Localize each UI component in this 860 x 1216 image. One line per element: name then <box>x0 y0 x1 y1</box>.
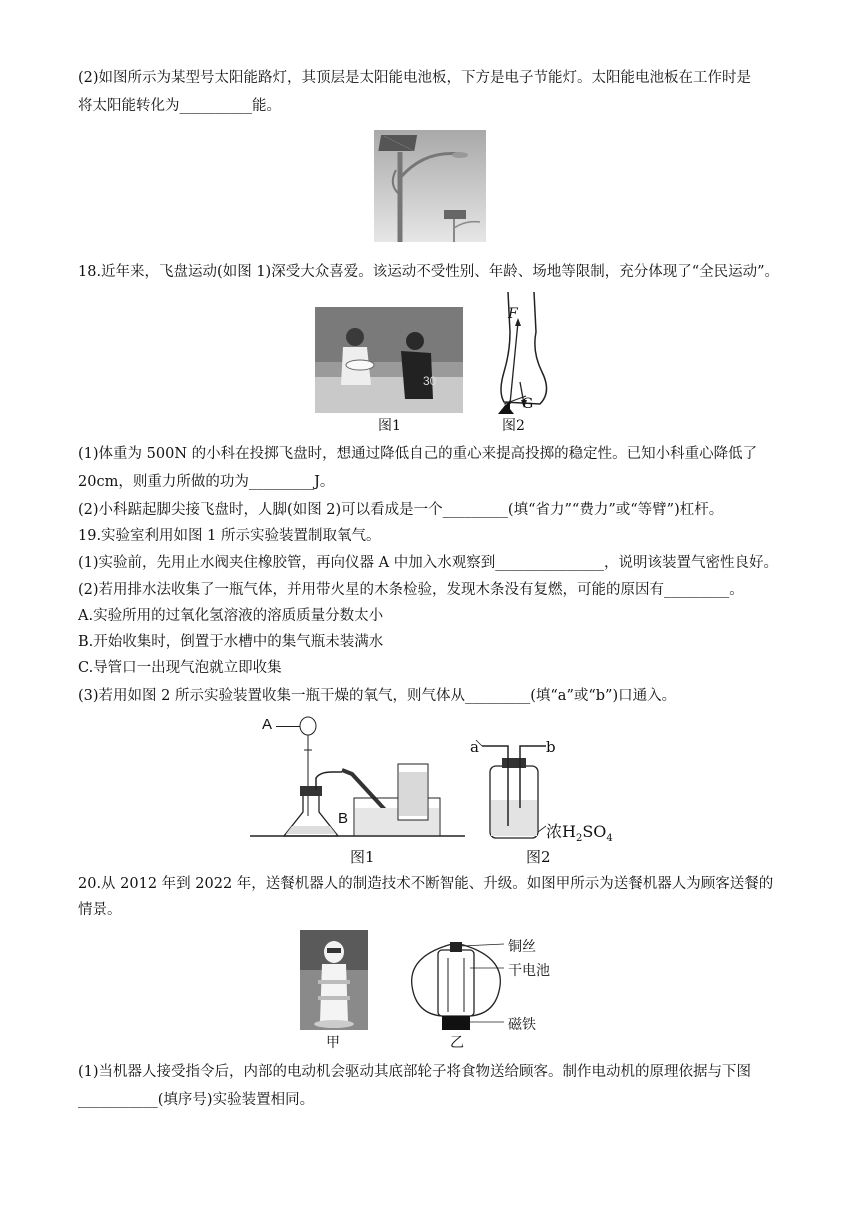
copper-wire-label: 铜丝 <box>508 939 536 955</box>
q19-fig2-caption: 图2 <box>526 848 551 866</box>
label-A: A <box>262 716 273 733</box>
magnet-label: 磁铁 <box>508 1017 536 1033</box>
frisbee-photo <box>315 307 463 413</box>
q20-stem-line1: 20.从 2012 年到 2022 年，送餐机器人的制造技术不断智能、升级。如图甲所示为送餐机器人为顾客送餐的 <box>78 876 774 892</box>
solar-street-lamp-photo <box>374 130 486 242</box>
force-F-label: F <box>508 306 518 322</box>
q18-stem: 18.近年来，飞盘运动(如图 1)深受大众喜爱。该运动不受性别、年龄、场地等限制，充分体现了“全民运动”。 <box>78 264 780 280</box>
svg-text:30: 30 <box>423 374 437 388</box>
q18-fig2-caption: 图2 <box>502 418 525 434</box>
force-G-label: G <box>522 396 534 412</box>
q18-part1-line2: 20cm，则重力所做的功为_________J。 <box>78 474 335 490</box>
q17-part2-line2: 将太阳能转化为__________能。 <box>78 98 281 114</box>
delivery-robot-photo <box>300 930 368 1030</box>
q18-part1-line1: (1)体重为 500N 的小科在投掷飞盘时，想通过降低自己的重心来提高投掷的稳定性。已知小科重心降低了 <box>78 446 758 462</box>
label-B: B <box>338 810 349 827</box>
q19-option-a: A.实验所用的过氧化氢溶液的溶质质量分数太小 <box>78 608 384 624</box>
q20-stem-line2: 情景。 <box>78 902 122 918</box>
homopolar-motor-diagram <box>408 936 568 1046</box>
acid-label: 浓$H_2SO_4$ <box>546 822 613 845</box>
q19-part1: (1)实验前，先用止水阀夹住橡胶管，再向仪器 A 中加入水观察到_______________，说明该装置气密性良好。 <box>78 555 778 571</box>
q20-part1-line1: (1)当机器人接受指令后，内部的电动机会驱动其底部轮子将食物送给顾客。制作电动机的原理依据与下图 <box>78 1064 752 1080</box>
q18-part2: (2)小科踮起脚尖接飞盘时，人脚(如图 2)可以看成是一个_________(填“省力”“费力”或“等臂”)杠杆。 <box>78 502 724 518</box>
label-b: b <box>546 738 556 756</box>
caption-yi: 乙 <box>450 1035 464 1051</box>
q19-part3: (3)若用如图 2 所示实验装置收集一瓶干燥的氧气，则气体从_________(填“a”或“b”)口通入。 <box>78 688 677 704</box>
foot-lever-diagram <box>480 292 560 414</box>
q19-option-c: C.导管口一出现气泡就立即收集 <box>78 660 282 676</box>
q17-part2-line1: (2)如图所示为某型号太阳能路灯，其顶层是太阳能电池板，下方是电子节能灯。太阳能电池板在工作时是 <box>78 70 752 86</box>
q19-stem: 19.实验室利用如图 1 所示实验装置制取氧气。 <box>78 528 381 544</box>
label-a: a <box>470 738 479 756</box>
caption-jia: 甲 <box>326 1035 340 1051</box>
dry-cell-label: 干电池 <box>508 963 550 979</box>
q19-fig1-caption: 图1 <box>350 848 375 866</box>
q19-part2: (2)若用排水法收集了一瓶气体，并用带火星的木条检验，发现木条没有复燃，可能的原因有_________。 <box>78 582 744 598</box>
oxygen-apparatus-figure <box>250 716 613 866</box>
q18-fig1-caption: 图1 <box>378 418 401 434</box>
q20-part1-line2: ___________(填序号)实验装置相同。 <box>78 1092 315 1108</box>
q19-option-b: B.开始收集时，倒置于水槽中的集气瓶未装满水 <box>78 634 384 650</box>
